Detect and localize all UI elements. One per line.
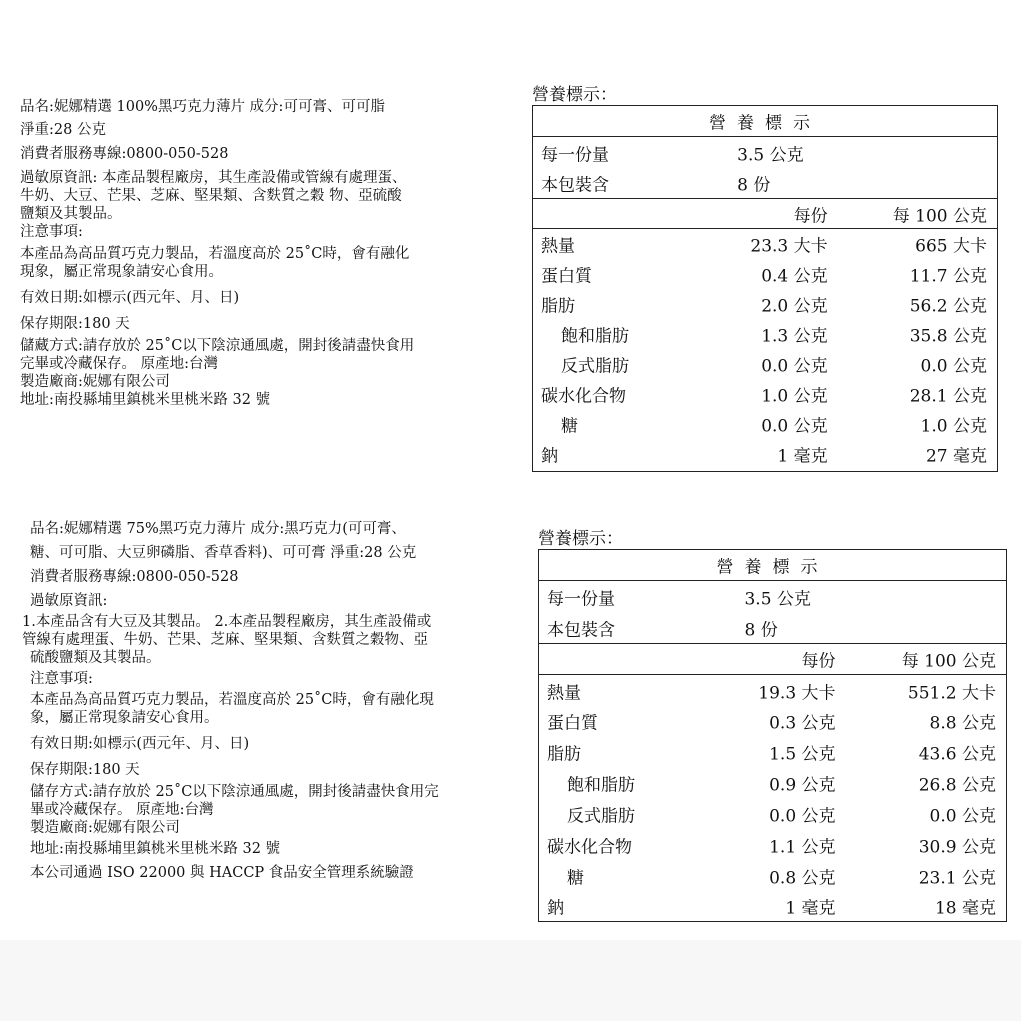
nutrient-per-serving: 1.5 公克 — [769, 744, 836, 764]
product-info-block — [22, 520, 535, 882]
info-line: 牛奶、大豆、芒果、芝麻、堅果類、含麩質之穀 物、亞硫酸 — [20, 188, 402, 204]
servings-per-package-value: 8 份 — [737, 175, 771, 196]
info-line: 保存期限:180 天 — [30, 762, 140, 778]
nutrient-per-100g: 28.1 公克 — [909, 386, 987, 407]
nutrient-row — [533, 229, 997, 259]
info-line: 本產品為高品質巧克力製品，若溫度高於 25˚C時，會有融化現 — [30, 692, 434, 708]
nutrition-title: 營養標示： — [538, 529, 623, 549]
info-line: 硫酸鹽類及其製品。 — [30, 650, 161, 666]
nutrient-per-100g: 1.0 公克 — [920, 416, 987, 437]
per-100g-header: 每 100 公克 — [892, 206, 987, 226]
nutrient-row — [533, 289, 997, 319]
serving-size-row — [533, 137, 997, 168]
nutrient-name: 反式脂肪 — [567, 806, 635, 826]
nutrient-per-100g: 26.8 公克 — [918, 775, 996, 795]
serving-size-label: 每一份量 — [547, 589, 615, 609]
nutrient-per-serving: 0.3 公克 — [769, 713, 836, 734]
nutrient-per-100g: 0.0 公克 — [929, 806, 996, 826]
serving-size-value: 3.5 公克 — [744, 589, 811, 609]
nutrient-per-serving: 1.0 公克 — [761, 386, 828, 407]
nutrition-table — [532, 105, 998, 472]
serving-size-label: 每一份量 — [541, 145, 609, 165]
nutrient-per-serving: 2.0 公克 — [761, 296, 828, 317]
nutrient-name: 蛋白質 — [547, 713, 598, 734]
column-header-row — [533, 198, 997, 229]
info-line: 畢或冷藏保存。 原產地:台灣 — [30, 802, 214, 818]
nutrient-name: 飽和脂肪 — [561, 326, 629, 347]
servings-per-package-label: 本包裝含 — [547, 620, 615, 640]
nutrient-name: 糖 — [567, 868, 584, 888]
nutrient-row — [539, 675, 1006, 706]
nutrient-row — [533, 319, 997, 349]
per-100g-header: 每 100 公克 — [901, 651, 996, 672]
nutrient-row — [539, 891, 1006, 921]
nutrient-per-100g: 27 毫克 — [925, 446, 987, 467]
nutrient-row — [539, 767, 1006, 798]
nutrient-per-serving: 23.3 大卡 — [750, 236, 828, 257]
info-line: 鹽類及其製品。 — [20, 206, 122, 222]
nutrient-per-100g: 30.9 公克 — [918, 837, 996, 857]
nutrient-name: 鈉 — [541, 446, 558, 467]
info-line: 管線有處理蛋、牛奶、芒果、芝麻、堅果類、含麩質之穀物、亞 — [22, 632, 428, 648]
info-line: 過敏原資訊: — [30, 593, 108, 609]
info-line: 地址:南投縣埔里鎮桃米里桃米路 32 號 — [30, 841, 281, 857]
nutrient-row — [533, 349, 997, 379]
nutrient-row — [539, 706, 1006, 736]
nutrient-row — [533, 259, 997, 289]
info-line: 保存期限:180 天 — [20, 316, 130, 332]
column-header-row — [539, 643, 1006, 675]
nutrient-name: 糖 — [561, 416, 578, 437]
certification-line: 本公司通過 ISO 22000 與 HACCP 食品安全管理系統驗證 — [30, 865, 414, 881]
nutrient-per-serving: 0.0 公克 — [769, 806, 836, 826]
info-line: 地址:南投縣埔里鎮桃米里桃米路 32 號 — [20, 392, 271, 408]
nutrient-per-100g: 56.2 公克 — [909, 296, 987, 317]
nutrient-per-serving: 0.9 公克 — [769, 775, 836, 795]
nutrient-per-serving: 19.3 大卡 — [758, 683, 836, 703]
nutrient-name: 鈉 — [547, 898, 564, 919]
info-line: 儲存方式:請存放於 25˚C以下陰涼通風處，開封後請盡快食用完 — [30, 784, 439, 800]
nutrient-name: 脂肪 — [547, 744, 581, 764]
nutrient-row — [533, 379, 997, 409]
nutrient-per-100g: 35.8 公克 — [909, 326, 987, 347]
nutrient-per-serving: 0.8 公克 — [769, 868, 836, 888]
nutrient-per-100g: 551.2 大卡 — [907, 683, 996, 703]
nutrition-table — [538, 549, 1007, 922]
info-line: 1.本產品含有大豆及其製品。 2.本產品製程廠房，其生產設備或 — [22, 614, 432, 630]
nutrient-row — [539, 860, 1006, 891]
info-line: 有效日期:如標示(西元年、月、日) — [30, 736, 250, 752]
info-line: 過敏原資訊: 本產品製程廠房，其生產設備或管線有處理蛋、 — [20, 170, 407, 186]
nutrient-per-100g: 43.6 公克 — [918, 744, 996, 764]
nutrient-per-serving: 0.0 公克 — [761, 416, 828, 437]
servings-per-package-value: 8 份 — [744, 620, 778, 640]
nutrient-name: 熱量 — [541, 236, 575, 257]
info-line: 淨重:28 公克 — [20, 122, 106, 138]
servings-per-package-row — [533, 168, 997, 198]
info-line: 注意事項: — [20, 224, 83, 240]
nutrient-per-100g: 0.0 公克 — [920, 356, 987, 377]
nutrient-per-serving: 1 毫克 — [777, 446, 828, 467]
info-line: 注意事項: — [30, 671, 93, 687]
nutrition-title: 營養標示： — [532, 85, 617, 105]
product-label-100 — [0, 0, 1021, 500]
per-serving-header: 每份 — [801, 651, 836, 672]
nutrient-row — [539, 829, 1006, 860]
servings-per-package-row — [539, 612, 1006, 643]
nutrient-per-serving: 1 毫克 — [785, 898, 836, 919]
nutrient-per-serving: 1.1 公克 — [769, 837, 836, 857]
info-line: 製造廠商:妮娜有限公司 — [30, 820, 180, 836]
info-line: 品名:妮娜精選 100%黑巧克力薄片 成分:可可膏、可可脂 — [20, 99, 385, 115]
nutrient-name: 碳水化合物 — [541, 386, 626, 407]
nutrient-row — [533, 409, 997, 439]
nutrition-header: 營養標示 — [716, 557, 829, 578]
nutrition-header-row — [539, 550, 1006, 581]
per-serving-header: 每份 — [793, 206, 828, 226]
nutrient-row — [539, 736, 1006, 767]
nutrient-name: 蛋白質 — [541, 266, 592, 287]
info-line: 消費者服務專線:0800-050-528 — [30, 569, 239, 585]
servings-per-package-label: 本包裝含 — [541, 175, 609, 196]
product-label-75 — [0, 500, 1021, 1021]
info-line: 消費者服務專線:0800-050-528 — [20, 146, 229, 162]
background-band — [0, 940, 1021, 1021]
nutrient-per-100g: 11.7 公克 — [909, 266, 987, 287]
info-line: 本產品為高品質巧克力製品，若溫度高於 25˚C時，會有融化 — [20, 246, 410, 262]
nutrient-row — [539, 798, 1006, 829]
nutrient-per-serving: 0.4 公克 — [761, 266, 828, 287]
nutrition-header: 營養標示 — [709, 113, 821, 134]
nutrient-per-serving: 0.0 公克 — [761, 356, 828, 377]
info-line: 儲藏方式:請存放於 25˚C以下陰涼通風處，開封後請盡快食用 — [20, 338, 415, 354]
nutrient-row — [533, 439, 997, 469]
info-line: 品名:妮娜精選 75%黑巧克力薄片 成分:黑巧克力(可可膏、 — [30, 521, 406, 537]
nutrient-name: 飽和脂肪 — [567, 775, 635, 795]
info-line: 象，屬正常現象請安心食用。 — [30, 710, 219, 726]
nutrition-header-row — [533, 106, 997, 137]
serving-size-row — [539, 581, 1006, 612]
info-line: 有效日期:如標示(西元年、月、日) — [20, 290, 240, 306]
info-line: 現象，屬正常現象請安心食用。 — [20, 264, 223, 280]
nutrient-name: 反式脂肪 — [561, 356, 629, 377]
nutrient-per-100g: 665 大卡 — [915, 236, 987, 257]
nutrient-per-100g: 18 毫克 — [934, 898, 996, 919]
info-line: 完畢或冷藏保存。 原產地:台灣 — [20, 356, 218, 372]
nutrient-per-100g: 8.8 公克 — [929, 713, 996, 734]
serving-size-value: 3.5 公克 — [737, 145, 804, 165]
nutrient-name: 熱量 — [547, 683, 581, 703]
nutrient-name: 碳水化合物 — [547, 837, 632, 857]
nutrient-name: 脂肪 — [541, 296, 575, 317]
info-line: 製造廠商:妮娜有限公司 — [20, 374, 170, 390]
info-line: 糖、可可脂、大豆卵磷脂、香草香料)、可可膏 淨重:28 公克 — [30, 545, 417, 561]
nutrient-per-100g: 23.1 公克 — [918, 868, 996, 888]
nutrient-per-serving: 1.3 公克 — [761, 326, 828, 347]
product-info-block — [20, 98, 525, 409]
